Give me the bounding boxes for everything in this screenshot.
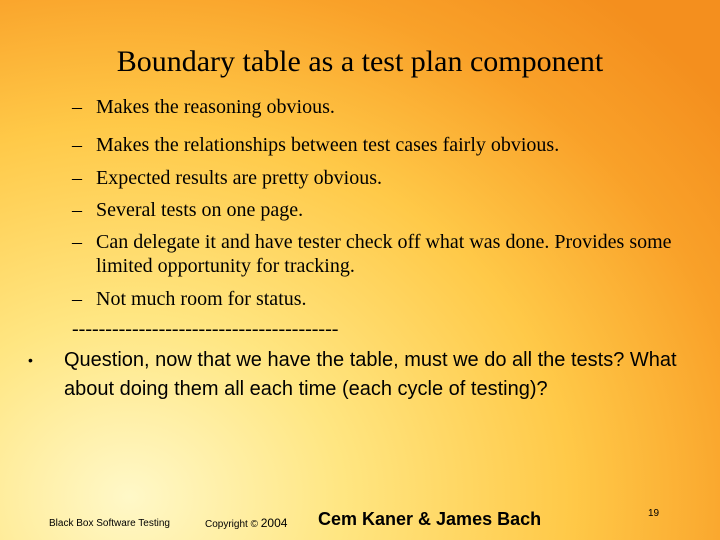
footer-course: Black Box Software Testing [49,518,170,529]
list-item-text: Expected results are pretty obvious. [96,167,383,189]
dash-marker: – [72,96,82,118]
list-item-text: Not much room for status. [96,288,307,310]
dash-marker: – [72,167,82,189]
divider-line: ---------------------------------------- [72,318,339,340]
list-item-text: Makes the relationships between test cases fairly obvious. [96,134,560,156]
list-item-text: Several tests on one page. [96,199,304,221]
dash-marker: – [72,288,82,310]
slide-title: Boundary table as a test plan component [116,45,604,78]
dash-marker: – [72,134,82,156]
copyright-text: Copyright © [205,519,258,530]
page-number: 19 [648,508,660,519]
footer-copyright [205,516,287,532]
dash-marker: – [72,199,82,221]
copyright-year: 2004 [260,516,288,530]
footer-authors: Cem Kaner & James Bach [318,509,542,529]
dash-marker: – [72,231,82,253]
bullet-text: Question, now that we have the table, must we do all the tests? What about doing them all each time (each cycle of testing)? [64,349,677,400]
list-item-text: Can delegate it and have tester check off what was done. Provides some limited opportunity for tracking. [96,231,672,277]
list-item-text: Makes the reasoning obvious. [96,96,335,118]
bullet-marker: • [28,352,33,368]
